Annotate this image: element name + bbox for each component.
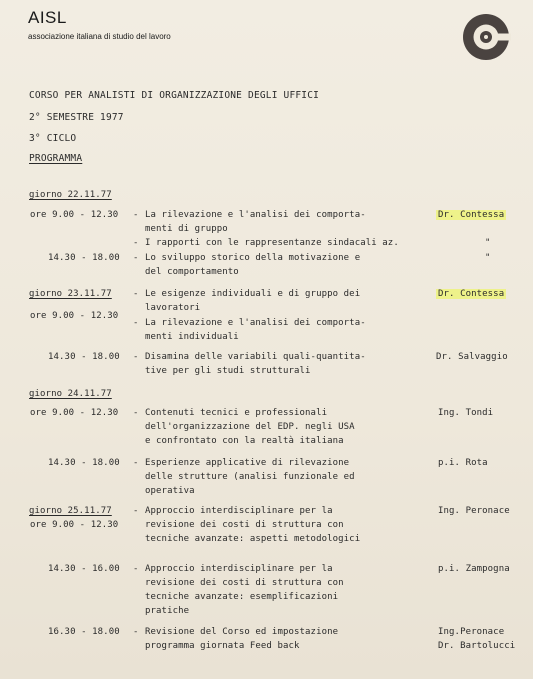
speaker-name: Ing. Tondi xyxy=(438,408,494,418)
topic-text: programma giornata Feed back xyxy=(145,641,300,651)
session-time: 14.30 - 18.00 xyxy=(48,352,120,362)
ditto-mark: " xyxy=(485,253,491,263)
session-time: ore 9.00 - 12.30 xyxy=(30,311,119,321)
day-label: giorno 24.11.77 xyxy=(29,389,112,399)
dash: - xyxy=(133,318,139,328)
topic-text: Le esigenze individuali e di gruppo dei xyxy=(145,289,361,299)
day-label: giorno 22.11.77 xyxy=(29,190,112,200)
session-time: 14.30 - 16.00 xyxy=(48,564,120,574)
topic-text: revisione dei costi di struttura con xyxy=(145,520,344,530)
day-label: giorno 23.11.77 xyxy=(29,289,112,299)
topic-text: tecniche avanzate: esemplificazioni xyxy=(145,592,339,602)
course-title: CORSO PER ANALISTI DI ORGANIZZAZIONE DEGLI UFFICI xyxy=(29,90,320,101)
topic-text: menti individuali xyxy=(145,332,239,342)
topic-text: Disamina delle variabili quali-quantita- xyxy=(145,352,366,362)
topic-text: Lo sviluppo storico della motivazione e xyxy=(145,253,361,263)
topic-text: dell'organizzazione del EDP. negli USA xyxy=(145,422,355,432)
dash: - xyxy=(133,238,139,248)
session-time: ore 9.00 - 12.30 xyxy=(30,408,119,418)
topic-text: La rilevazione e l'analisi dei comporta- xyxy=(145,318,366,328)
dash: - xyxy=(133,210,139,220)
session-time: ore 9.00 - 12.30 xyxy=(30,520,119,530)
speaker-name: p.i. Zampogna xyxy=(438,564,510,574)
topic-text: lavoratori xyxy=(145,303,201,313)
speaker-name-highlighted: Dr. Contessa xyxy=(438,210,505,220)
topic-text: La rilevazione e l'analisi dei comporta- xyxy=(145,210,366,220)
circular-aisl-logo-icon xyxy=(461,12,511,62)
topic-text: I rapporti con le rappresentanze sindacali az. xyxy=(145,238,399,248)
day-label: giorno 25.11.77 xyxy=(29,506,112,516)
topic-text: revisione dei costi di struttura con xyxy=(145,578,344,588)
topic-text: Revisione del Corso ed impostazione xyxy=(145,627,339,637)
session-time: 16.30 - 18.00 xyxy=(48,627,120,637)
org-name: AISL xyxy=(28,8,67,27)
topic-text: operativa xyxy=(145,486,195,496)
dash: - xyxy=(133,627,139,637)
topic-text: Approccio interdisciplinare per la xyxy=(145,564,333,574)
topic-text: delle strutture (analisi funzionale ed xyxy=(145,472,355,482)
speaker-name-highlighted: Dr. Contessa xyxy=(438,289,505,299)
program-heading: PROGRAMMA xyxy=(29,153,83,164)
topic-text: tecniche avanzate: aspetti metodologici xyxy=(145,534,361,544)
session-time: 14.30 - 18.00 xyxy=(48,458,120,468)
dash: - xyxy=(133,506,139,516)
speaker-name: Dr. Salvaggio xyxy=(436,352,508,362)
dash: - xyxy=(133,289,139,299)
topic-text: e confrontato con la realtà italiana xyxy=(145,436,344,446)
dash: - xyxy=(133,253,139,263)
topic-text: menti di gruppo xyxy=(145,224,228,234)
session-time: ore 9.00 - 12.30 xyxy=(30,210,119,220)
dash: - xyxy=(133,564,139,574)
cycle: 3° CICLO xyxy=(29,133,77,144)
ditto-mark: " xyxy=(485,238,491,248)
dash: - xyxy=(133,352,139,362)
topic-text: Contenuti tecnici e professionali xyxy=(145,408,328,418)
dash: - xyxy=(133,458,139,468)
org-full-name: associazione italiana di studio del lavoro xyxy=(28,32,171,41)
topic-text: pratiche xyxy=(145,606,190,616)
speaker-name: Ing.Peronace xyxy=(438,627,505,637)
topic-text: del comportamento xyxy=(145,267,239,277)
topic-text: Esperienze applicative di rilevazione xyxy=(145,458,350,468)
dash: - xyxy=(133,408,139,418)
speaker-name: Ing. Peronace xyxy=(438,506,510,516)
topic-text: tive per gli studi strutturali xyxy=(145,366,311,376)
topic-text: Approccio interdisciplinare per la xyxy=(145,506,333,516)
speaker-name: p.i. Rota xyxy=(438,458,488,468)
speaker-name: Dr. Bartolucci xyxy=(438,641,516,651)
session-time: 14.30 - 18.00 xyxy=(48,253,120,263)
semester: 2° SEMESTRE 1977 xyxy=(29,112,124,123)
